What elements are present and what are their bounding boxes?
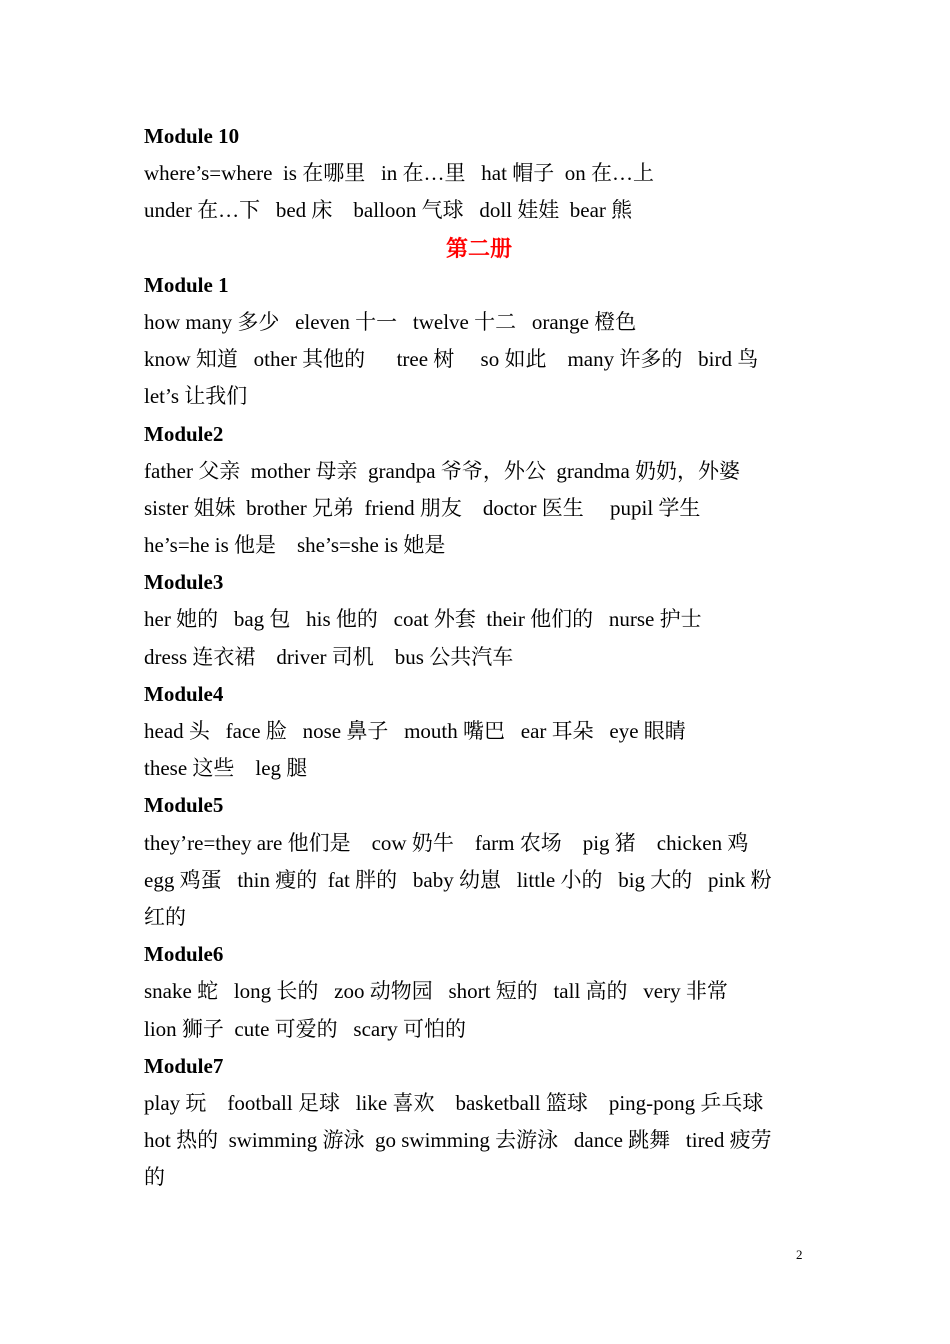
module-heading: Module3 bbox=[144, 570, 224, 595]
vocab-line: play 玩 football 足球 like 喜欢 basketball 篮球 ping-pong 乒乓球 bbox=[144, 1090, 764, 1115]
vocab-line: these 这些 leg 腿 bbox=[144, 756, 308, 781]
vocabulary-list bbox=[144, 118, 814, 1196]
module-heading: Module2 bbox=[144, 421, 224, 446]
vocab-line: know 知道 other 其他的 tree 树 so 如此 many 许多的 bird 鸟 bbox=[144, 347, 759, 372]
vocab-line: egg 鸡蛋 thin 瘦的 fat 胖的 baby 幼崽 little 小的 big 大的 pink 粉 bbox=[144, 867, 772, 892]
vocab-line: let’s 让我们 bbox=[144, 384, 248, 409]
book-title: 第二册 bbox=[445, 235, 512, 261]
module-heading: Module 10 bbox=[144, 124, 240, 148]
vocab-line: how many 多少 eleven 十一 twelve 十二 orange 橙色 bbox=[144, 309, 637, 334]
vocab-line: lion 狮子 cute 可爱的 scary 可怕的 bbox=[144, 1016, 466, 1041]
vocab-line: sister 姐妹 brother 兄弟 friend 朋友 doctor 医生 pupil 学生 bbox=[144, 495, 701, 520]
vocab-line: he’s=he is 他是 she’s=she is 她是 bbox=[144, 533, 446, 558]
module-heading: Module5 bbox=[144, 793, 224, 818]
module-heading: Module4 bbox=[144, 681, 224, 706]
vocab-line: head 头 face 脸 nose 鼻子 mouth 嘴巴 ear 耳朵 eye 眼睛 bbox=[144, 719, 686, 743]
vocab-line: they’re=they are 他们是 cow 奶牛 farm 农场 pig 猪 chicken 鸡 bbox=[144, 830, 749, 855]
vocab-line: under 在…下 bed 床 balloon 气球 doll 娃娃 bear 熊 bbox=[144, 198, 633, 223]
vocab-line: where’s=where is 在哪里 in 在…里 hat 帽子 on 在…上 bbox=[144, 161, 654, 186]
vocab-line: father 父亲 mother 母亲 grandpa 爷爷，外公 grandma 奶奶，外婆 bbox=[144, 458, 741, 483]
vocab-line: her 她的 bag 包 his 他的 coat 外套 their 他们的 nurse 护士 bbox=[144, 607, 702, 632]
vocab-line: 的 bbox=[144, 1165, 165, 1190]
vocab-line: snake 蛇 long 长的 zoo 动物园 short 短的 tall 高的 very 非常 bbox=[144, 979, 728, 1004]
module-heading: Module 1 bbox=[144, 272, 229, 297]
vocab-line: dress 连衣裙 driver 司机 bus 公共汽车 bbox=[144, 644, 514, 669]
module-heading: Module6 bbox=[144, 942, 224, 967]
module-heading: Module7 bbox=[144, 1053, 224, 1078]
vocab-line: 红的 bbox=[144, 904, 186, 929]
page-number: 2 bbox=[796, 1247, 803, 1262]
vocab-line: hot 热的 swimming 游泳 go swimming 去游泳 dance 跳舞 tired 疲劳 bbox=[144, 1128, 772, 1153]
